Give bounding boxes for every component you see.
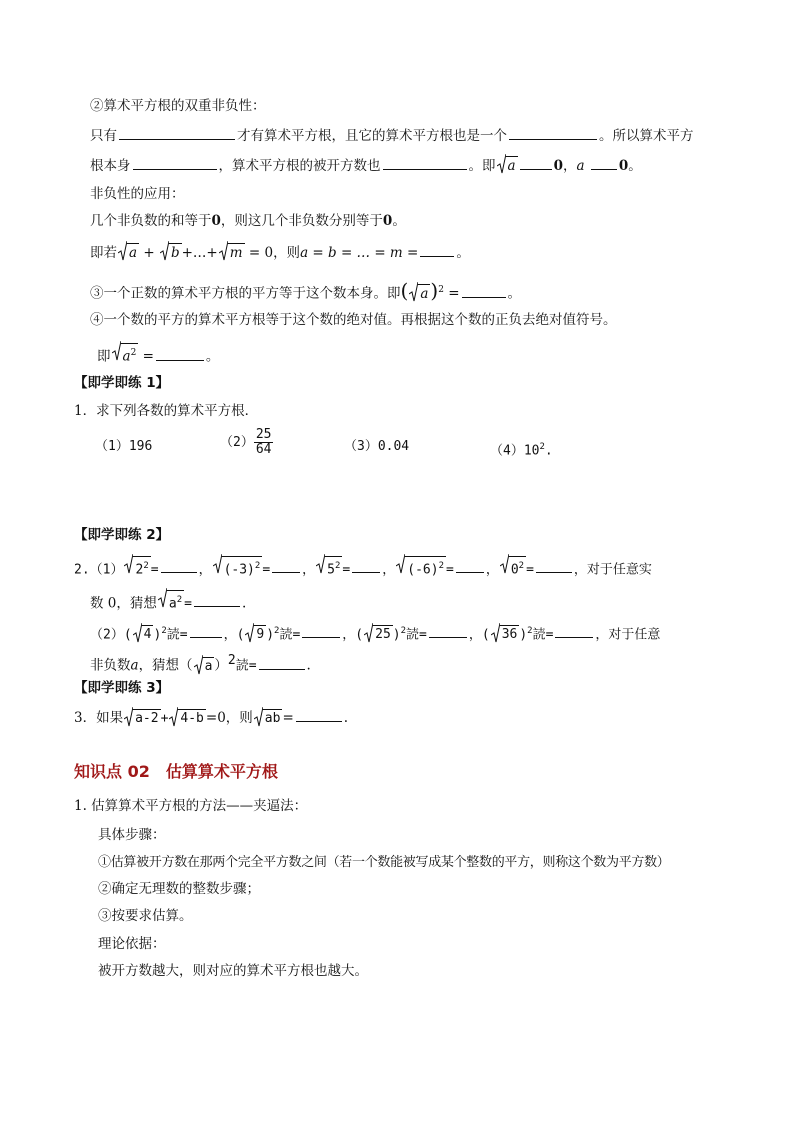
section-2-title: ②算术平方根的双重非负性： xyxy=(90,98,266,114)
answer-blank[interactable] xyxy=(272,558,300,573)
section-4-text: ④一个数的平方的算术平方根等于这个数的绝对值。再根据这个数的正负去绝对值符号。 xyxy=(90,312,617,328)
exercise-1-question: 1．求下列各数的算术平方根． xyxy=(74,403,259,419)
exercise-1-part-1: （1）196 xyxy=(95,439,153,454)
exercise-3-question: 3．如果 a-2 + 4-b =0，则 ab = . xyxy=(74,707,348,729)
section-4-formula: 即 $a^2$ = 。 xyxy=(97,343,219,367)
exercise-2-line-3: （2）( 4 )$^2$読= ，( 9 )$^2$読= ，( 25 )$^2$読= ，( 36 )$^2$読= ，对于任意 xyxy=(90,621,660,645)
answer-blank[interactable] xyxy=(119,125,235,140)
exercise-1-part-4: $(4)10^2$. xyxy=(490,442,553,459)
exercise-3-tag: 【即学即练 3】 xyxy=(74,680,170,696)
answer-blank[interactable] xyxy=(190,623,222,638)
section-2-line-1: 只有 才有算术平方根，且它的算术平方根也是一个 。所以算术平方 xyxy=(90,125,694,146)
answer-blank[interactable] xyxy=(520,155,552,170)
answer-blank[interactable] xyxy=(302,623,340,638)
exercise-1-part-3: （3）0.04 xyxy=(344,439,410,454)
application-formula: 即若 a + b +…+ m = 0，则a = b = … = m = 。 xyxy=(90,242,470,263)
sqrt-expression: a xyxy=(497,156,518,176)
answer-blank[interactable] xyxy=(429,623,467,638)
answer-blank[interactable] xyxy=(296,707,342,722)
exercise-2-tag: 【即学即练 2】 xyxy=(74,527,170,543)
answer-blank[interactable] xyxy=(555,623,593,638)
kp2-line-1: 1. 估算算术平方根的方法——夹逼法： xyxy=(74,798,308,814)
answer-blank[interactable] xyxy=(462,283,506,298)
fraction: $\frac{25}{64}$ xyxy=(255,427,272,457)
exercise-2-line-4: 非负数a，猜想（ a ）$^2$読= . xyxy=(90,653,311,674)
exercise-2-line-2: 数 0，猜想 $a^2$ = . xyxy=(90,590,246,614)
answer-blank[interactable] xyxy=(352,558,380,573)
answer-blank[interactable] xyxy=(156,346,204,361)
kp2-line-5: ③按要求估算。 xyxy=(98,908,193,924)
answer-blank[interactable] xyxy=(420,242,454,257)
answer-blank[interactable] xyxy=(591,155,617,170)
answer-blank[interactable] xyxy=(456,558,484,573)
kp2-line-3: ①估算被开方数在那两个完全平方数之间（若一个数能被写成某个整数的平方，则称这个数为平方数） xyxy=(98,855,670,870)
kp2-line-2: 具体步骤： xyxy=(98,827,166,843)
application-rule: 几个非负数的和等于0，则这几个非负数分别等于0。 xyxy=(90,213,406,229)
knowledge-point-heading: 知识点 02 估算算术平方根 xyxy=(74,762,278,781)
exercise-1-tag: 【即学即练 1】 xyxy=(74,375,170,391)
application-title: 非负性的应用： xyxy=(90,186,185,202)
exercise-2-line-1: 2.（1） $2^2$ = ， $(-3)^2$ = ， $5^2$ = ， $(-6)^2$ = ， $0^2$ = ，对于任意实 xyxy=(74,556,652,580)
exercise-1-part-2: （2） $\frac{25}{64}$ xyxy=(220,427,272,457)
answer-blank[interactable] xyxy=(509,125,597,140)
answer-blank[interactable] xyxy=(161,558,197,573)
kp2-line-6: 理论依据： xyxy=(98,936,166,952)
kp2-line-7: 被开方数越大，则对应的算术平方根也越大。 xyxy=(98,963,368,979)
answer-blank[interactable] xyxy=(536,558,572,573)
answer-blank[interactable] xyxy=(259,655,305,670)
section-3-line: ③一个正数的算术平方根的平方等于这个数本身。即( a )$^2$ = 。 xyxy=(90,278,522,303)
answer-blank[interactable] xyxy=(133,155,217,170)
answer-blank[interactable] xyxy=(383,155,467,170)
kp2-line-4: ②确定无理数的整数步骤； xyxy=(98,881,260,897)
answer-blank[interactable] xyxy=(194,592,240,607)
section-2-line-2: 根本身 ，算术平方根的被开方数也 。即 a 0，a 0。 xyxy=(90,155,642,176)
